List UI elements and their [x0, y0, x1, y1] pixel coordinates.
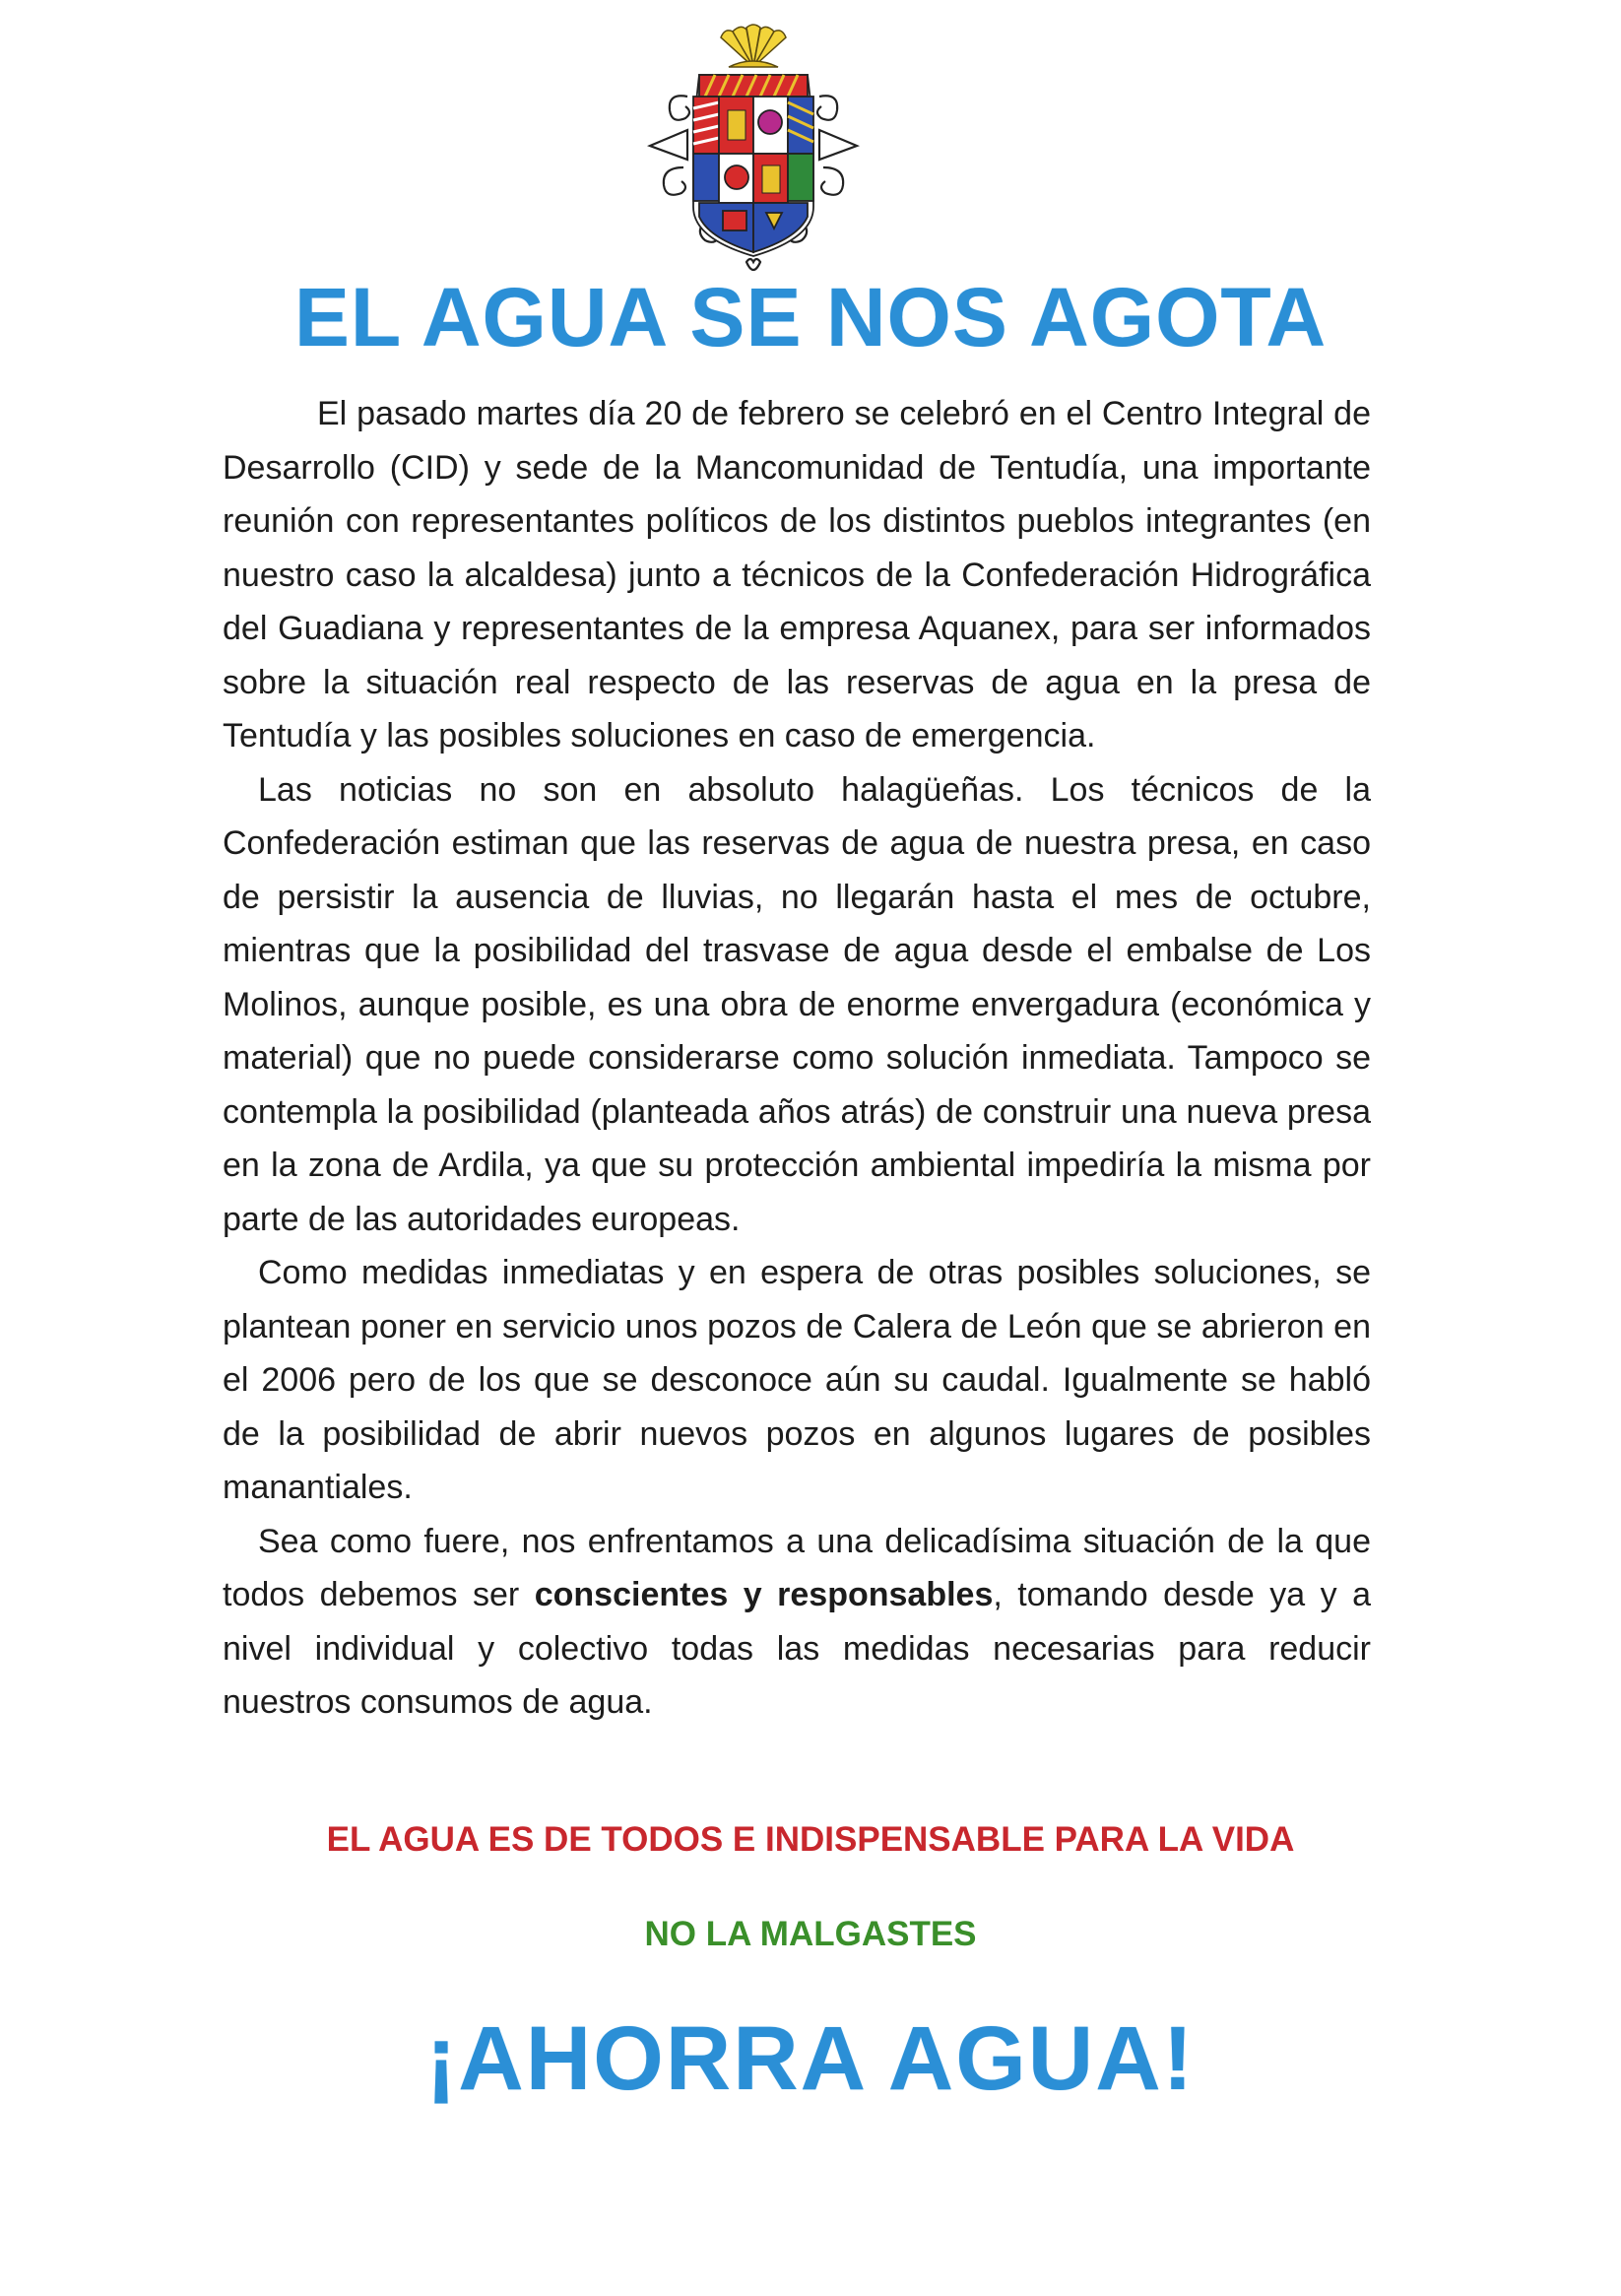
- slogan-big: ¡AHORRA AGUA!: [425, 2008, 1196, 2109]
- paragraph-4-text-before: Sea como fuere, nos enfrentamos a una delicadísima situación de la que todos debemos ser: [223, 1522, 1371, 1613]
- slogan-red: EL AGUA ES DE TODOS E INDISPENSABLE PARA LA VIDA: [326, 1820, 1295, 1859]
- document-title: EL AGUA SE NOS AGOTA: [293, 271, 1328, 363]
- paragraph-2: Las noticias no son en absoluto halagüeñas. Los técnicos de la Confederación estiman que las reservas de agua de nuestra presa, en caso de persistir la ausencia de lluvias, no llegarán hasta el mes de octubre, mientras que la posibilidad del trasvase de agua desde el embalse de Los Molinos, aunque posible, es una obra de enorme envergadura (económica y material) que no puede considerarse como solución inmediata. Tampoco se contempla la posibilidad (planteada años atrás) de construir una nueva presa en la zona de Ardila, ya que su protección ambiental impediría la misma por parte de las autoridades europeas.: [223, 770, 1371, 1238]
- paragraph-4-bold-text: conscientes y responsables: [534, 1576, 994, 1613]
- paragraph-3: Como medidas inmediatas y en espera de otras posibles soluciones, se plantean poner en servicio unos pozos de Calera de León que se abrieron en el 2006 pero de los que se desconoce aún su caudal. Igualmente se habló de la posibilidad de abrir nuevos pozos en algunos lugares de posibles manantiales.: [223, 1254, 1371, 1506]
- paragraph-4-text-after: , tomando desde ya y a nivel individual y colectivo todas las medidas necesarias para reducir nuestros consumos de agua.: [223, 1576, 1371, 1721]
- crest-fan: [721, 25, 786, 67]
- paragraph-4: [223, 1515, 1371, 1730]
- slogan-green: NO LA MALGASTES: [644, 1915, 977, 1953]
- coat-of-arms-icon: [630, 20, 876, 278]
- paragraph-1: El pasado martes día 20 de febrero se celebró en el Centro Integral de Desarrollo (CID) y sede de la Mancomunidad de Tentudía, una importante reunión con representantes políticos de los distintos pueblos integrantes (en nuestro caso la alcaldesa) junto a técnicos de la Confederación Hidrográfica del Guadiana y representantes de la empresa Aquanex, para ser informados sobre la situación real respecto de las reservas de agua en la presa de Tentudía y las posibles soluciones en caso de emergencia.: [223, 395, 1371, 754]
- document-body: [223, 387, 1371, 1730]
